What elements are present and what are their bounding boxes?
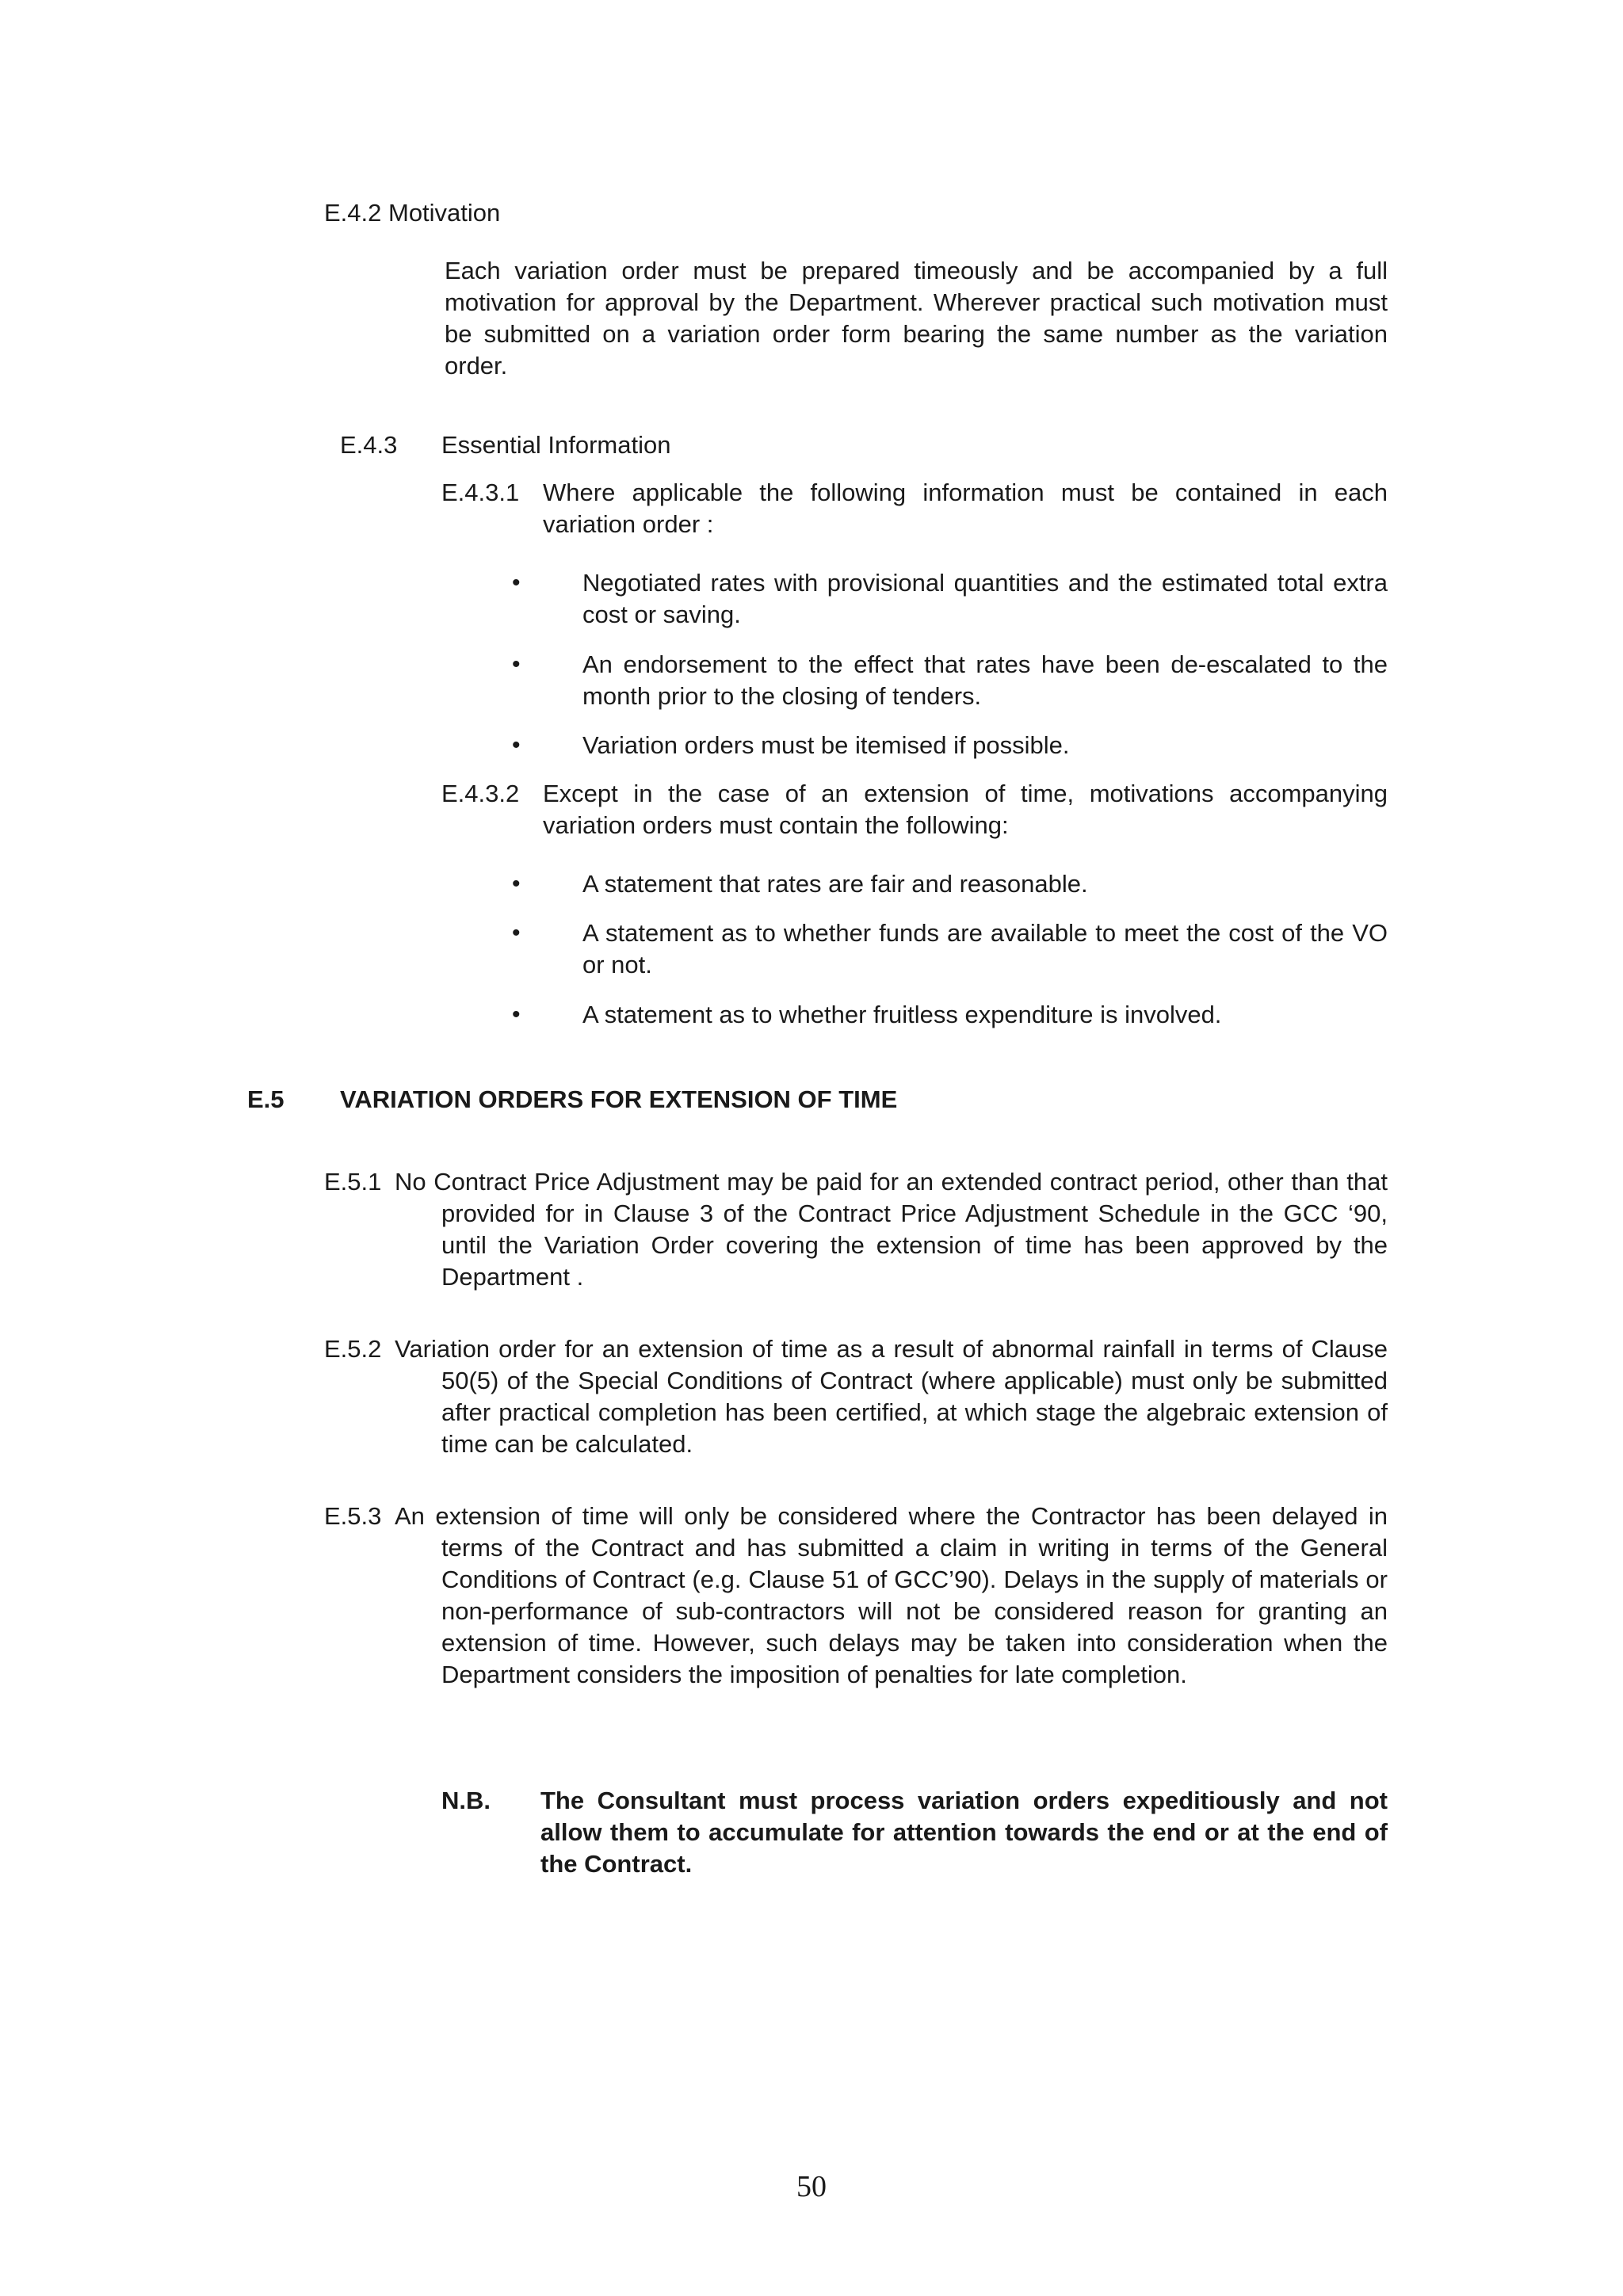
- list-item: A statement that rates are fair and reasonable.: [582, 870, 1088, 898]
- bullet-icon: •: [512, 732, 521, 758]
- list-item: Negotiated rates with provisional quantities and the estimated total extra cost or saving.: [582, 569, 1388, 628]
- clause-number-e432: E.4.3.2: [441, 780, 520, 807]
- clause-text-e51: No Contract Price Adjustment may be paid for an extended contract period, other than that provided for in Clause 3 of the Contract Price Adjustment Schedule in the GCC ‘90, until the Variation Order covering the extension of time has been approved by the Department .: [395, 1168, 1388, 1291]
- page-number: 50: [796, 2170, 827, 2203]
- list-item: An endorsement to the effect that rates have been de-escalated to the month prior to the closing of tenders.: [582, 650, 1388, 710]
- clause-text-e432: Except in the case of an extension of time, motivations accompanying variation orders must contain the following:: [543, 780, 1388, 839]
- section-heading-e42: E.4.2 Motivation: [324, 199, 501, 227]
- section-title-e43: Essential Information: [441, 431, 671, 459]
- bullet-icon: •: [512, 1001, 521, 1028]
- clause-number-e53: E.5.3: [324, 1502, 382, 1530]
- clause-number-e52: E.5.2: [324, 1335, 382, 1363]
- bullet-icon: •: [512, 570, 521, 596]
- paragraph-e42: Each variation order must be prepared timeously and be accompanied by a full motivation for approval by the Department. Wherever practical such motivation must be submitted on a variation order form bearing the same number as the variation order.: [445, 257, 1388, 379]
- bullet-icon: •: [512, 651, 521, 677]
- section-title-e5: VARIATION ORDERS FOR EXTENSION OF TIME: [340, 1085, 898, 1113]
- clause-number-e431: E.4.3.1: [441, 479, 520, 506]
- list-item: A statement as to whether funds are available to meet the cost of the VO or not.: [582, 919, 1388, 978]
- list-item: A statement as to whether fruitless expenditure is involved.: [582, 1001, 1222, 1028]
- clause-number-e51: E.5.1: [324, 1168, 382, 1196]
- nb-text: The Consultant must process variation orders expeditiously and not allow them to accumulate for attention towards the end or at the end of the Contract.: [540, 1787, 1388, 1878]
- bullet-icon: •: [512, 920, 521, 946]
- nb-label: N.B.: [441, 1787, 491, 1814]
- list-item: Variation orders must be itemised if possible.: [582, 731, 1070, 759]
- section-number-e43: E.4.3: [340, 431, 398, 459]
- bullet-icon: •: [512, 871, 521, 897]
- section-number-e5: E.5: [247, 1085, 285, 1113]
- clause-text-e53: An extension of time will only be considered where the Contractor has been delayed in terms of the Contract and has submitted a claim in writing in terms of the General Conditions of Contract (e.g. Clause 51 of GCC’90). Delays in the supply of materials or non-performance of sub-contractors will not be considered reason for granting an extension of time. However, such delays may be taken into consideration when the Department considers the imposition of penalties for late completion.: [395, 1502, 1388, 1688]
- clause-text-e52: Variation order for an extension of time as a result of abnormal rainfall in terms of Clause 50(5) of the Special Conditions of Contract (where applicable) must only be submitted after practical completion has been certified, at which stage the algebraic extension of time can be calculated.: [395, 1335, 1388, 1458]
- clause-text-e431: Where applicable the following information must be contained in each variation order :: [543, 479, 1388, 538]
